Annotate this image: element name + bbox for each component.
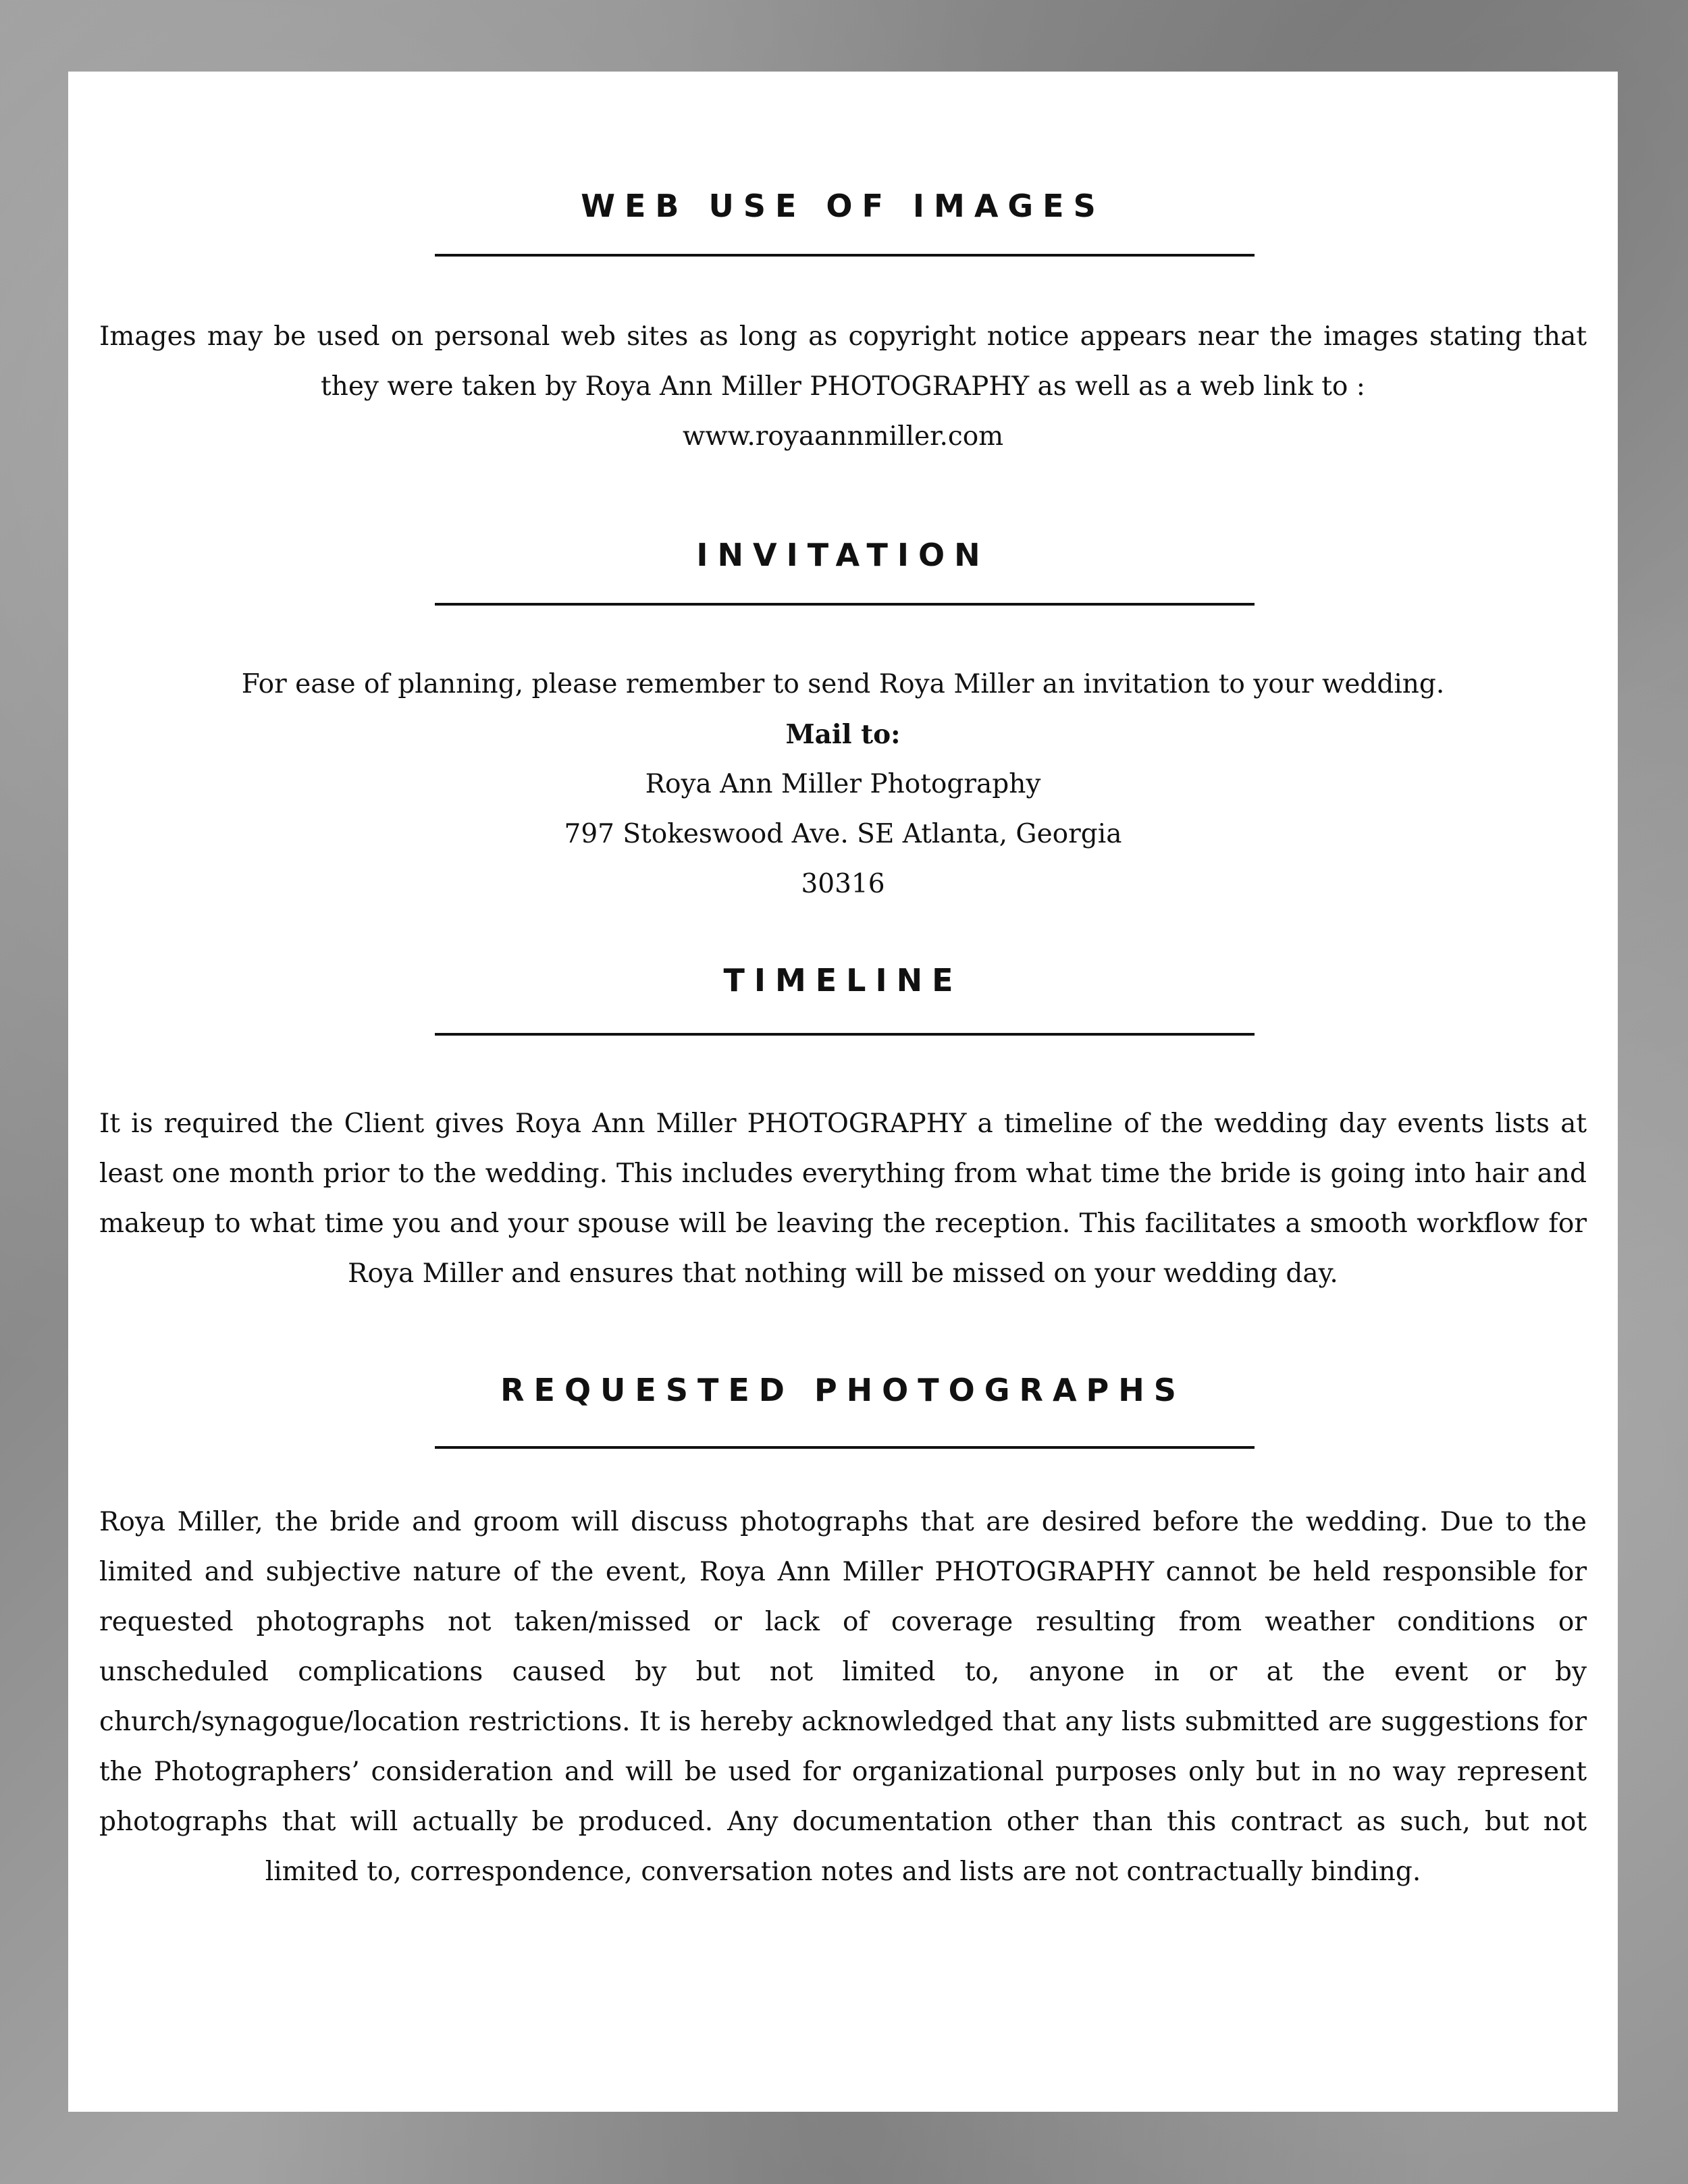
address-name: Roya Ann Miller Photography [645, 769, 1041, 799]
invitation-text [99, 660, 1587, 909]
timeline-heading: TIMELINE [723, 962, 963, 998]
requested-photographs-divider [435, 1446, 1255, 1449]
web-use-text [99, 312, 1587, 462]
timeline-paragraph: It is required the Client gives Roya Ann Miller PHOTOGRAPHY a timeline of the wedding day events lists at least one month prior to the wedding. This includes everything from what time the bride is going into hair and makeup to what time you and your spouse will be leaving the reception. This facilitates a smooth workflow for Roya Miller and ensures that nothing will be missed on your wedding day. [99, 1109, 1587, 1289]
web-use-paragraph: Images may be used on personal web sites as long as copyright notice appears near the images stating that they were taken by Roya Ann Miller PHOTOGRAPHY as well as a web link to : [99, 321, 1587, 402]
web-use-divider [435, 254, 1255, 257]
invitation-divider [435, 603, 1255, 606]
invitation-paragraph: For ease of planning, please remember to send Roya Miller an invitation to your wedding. [241, 669, 1445, 699]
requested-photographs-paragraph: Roya Miller, the bride and groom will discuss photographs that are desired before the wedding. Due to the limited and subjective nature of the event, Roya Ann Miller PHOTOGRAPHY cannot be held responsible for requested photographs not taken/missed or lack of coverage resulting from weather conditions or unscheduled complications caused by but not limited to, anyone in or at the event or by church/synagogue/location restrictions. It is hereby acknowledged that any lists submitted are suggestions for the Photographers’ consideration and will be used for organizational purposes only but in no way represent photographs that will actually be produced. Any documentation other than this contract as such, but not limited to, correspondence, conversation notes and lists are not contractually binding. [99, 1507, 1587, 1887]
address-zip: 30316 [801, 869, 885, 899]
document-page [68, 72, 1618, 2112]
requested-photographs-heading: REQUESTED PHOTOGRAPHS [500, 1372, 1186, 1408]
mail-to-label: Mail to: [785, 719, 901, 750]
timeline-divider [435, 1033, 1255, 1036]
address-street: 797 Stokeswood Ave. SE Atlanta, Georgia [564, 819, 1122, 849]
website-link: www.royaannmiller.com [682, 421, 1004, 452]
invitation-heading: INVITATION [696, 537, 990, 573]
web-use-heading: WEB USE OF IMAGES [581, 188, 1105, 224]
